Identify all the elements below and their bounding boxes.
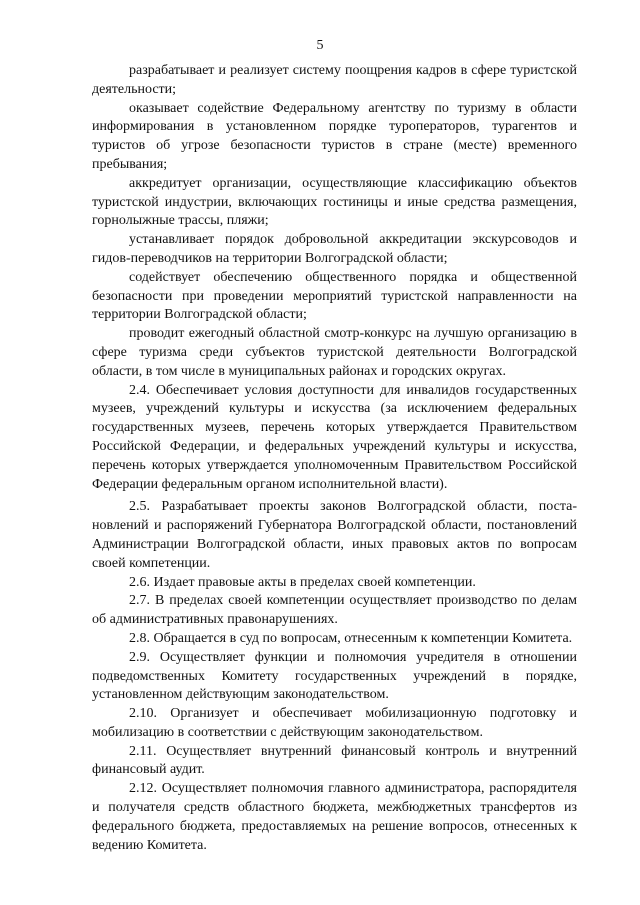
paragraph-2-8-court-appeals: 2.8. Обращается в суд по вопросам, отнесенным к компетенции Комитета. (129, 630, 573, 646)
paragraph-2-11-internal-audit: 2.11. Осуществляет внутренний финансовый контроль и внутренний финансовый аудит. (92, 743, 577, 778)
document-body (92, 62, 577, 855)
paragraph-2-4-accessibility: 2.4. Обеспечивает условия доступности для инвалидов государственных музеев, учреждений культуры и искусства (за исключением федеральных государственных музеев, перечень которых утверждается Правительством Российской Федерации, и федеральных учреждений культуры и искусства, перечень которых утверждается уполномоченным Правительством Российской Федерации федеральным органом исполнительной власти). (92, 382, 577, 492)
paragraph-2-7-administrative-offenses: 2.7. В пределах своей компетенции осуществляет производство по делам об административных правонарушениях. (92, 593, 577, 628)
paragraph-2-6-legal-acts: 2.6. Издает правовые акты в пределах своей компетенции. (129, 574, 476, 590)
paragraph-public-order: содействует обеспечению общественного порядка и общественной безопасности при проведении мероприятий туристской направленности на территории Волгоградской области; (92, 269, 577, 323)
paragraph-annual-contest: проводит ежегодный областной смотр-конкурс на лучшую организацию в сфере туризма среди субъектов туристской деятельности Волгоградской области, в том числе в муниципальных районах и городских округах. (92, 326, 577, 379)
paragraph-2-12-budget-administrator: 2.12. Осуществляет полномочия главного администратора, распорядителя и получателя средств областного бюджета, межбюджетных трансфертов из федерального бюджета, предоставляемых на решение вопросов, отнесенных к ведению Комитета. (92, 781, 577, 853)
paragraph-incentive-system: разрабатывает и реализует систему поощрения кадров в сфере туристской деятельности; (92, 63, 577, 97)
paragraph-guide-accreditation: устанавливает порядок добровольной аккредитации экскурсоводов и гидов-переводчиков на территории Волгоградской области; (92, 232, 577, 266)
paragraph-2-9-founder-functions: 2.9. Осуществляет функции и полномочия учредителя в отношении подведомственных Комитету государственных учреждений в порядке, установленном действующим законодательством. (92, 649, 577, 703)
paragraph-2-5-draft-laws: 2.5. Разрабатывает проекты законов Волгоградской области, постановлений и распоряжений Губернатора Волгоградской области, постановлений Администрации Волгоградской области, иных правовых актов по вопросам своей компетенции. (92, 499, 577, 571)
paragraph-2-10-mobilization: 2.10. Организует и обеспечивает мобилизационную подготовку и мобилизацию в соответствии с действующим законодательством. (92, 706, 577, 740)
paragraph-tourist-safety-information: оказывает содействие Федеральному агентству по туризму в области информирования в установленном порядке туроператоров, турагентов и туристов об угрозе безопасности туристов в стране (месте) временного пребывания; (92, 100, 577, 172)
paragraph-accreditation-classification: аккредитует организации, осуществляющие классификацию объектов туристской индустрии, включающих гостиницы и иные средства размещения, горнолыжные трассы, пляжи; (92, 175, 577, 229)
page-number: 5 (316, 38, 324, 53)
